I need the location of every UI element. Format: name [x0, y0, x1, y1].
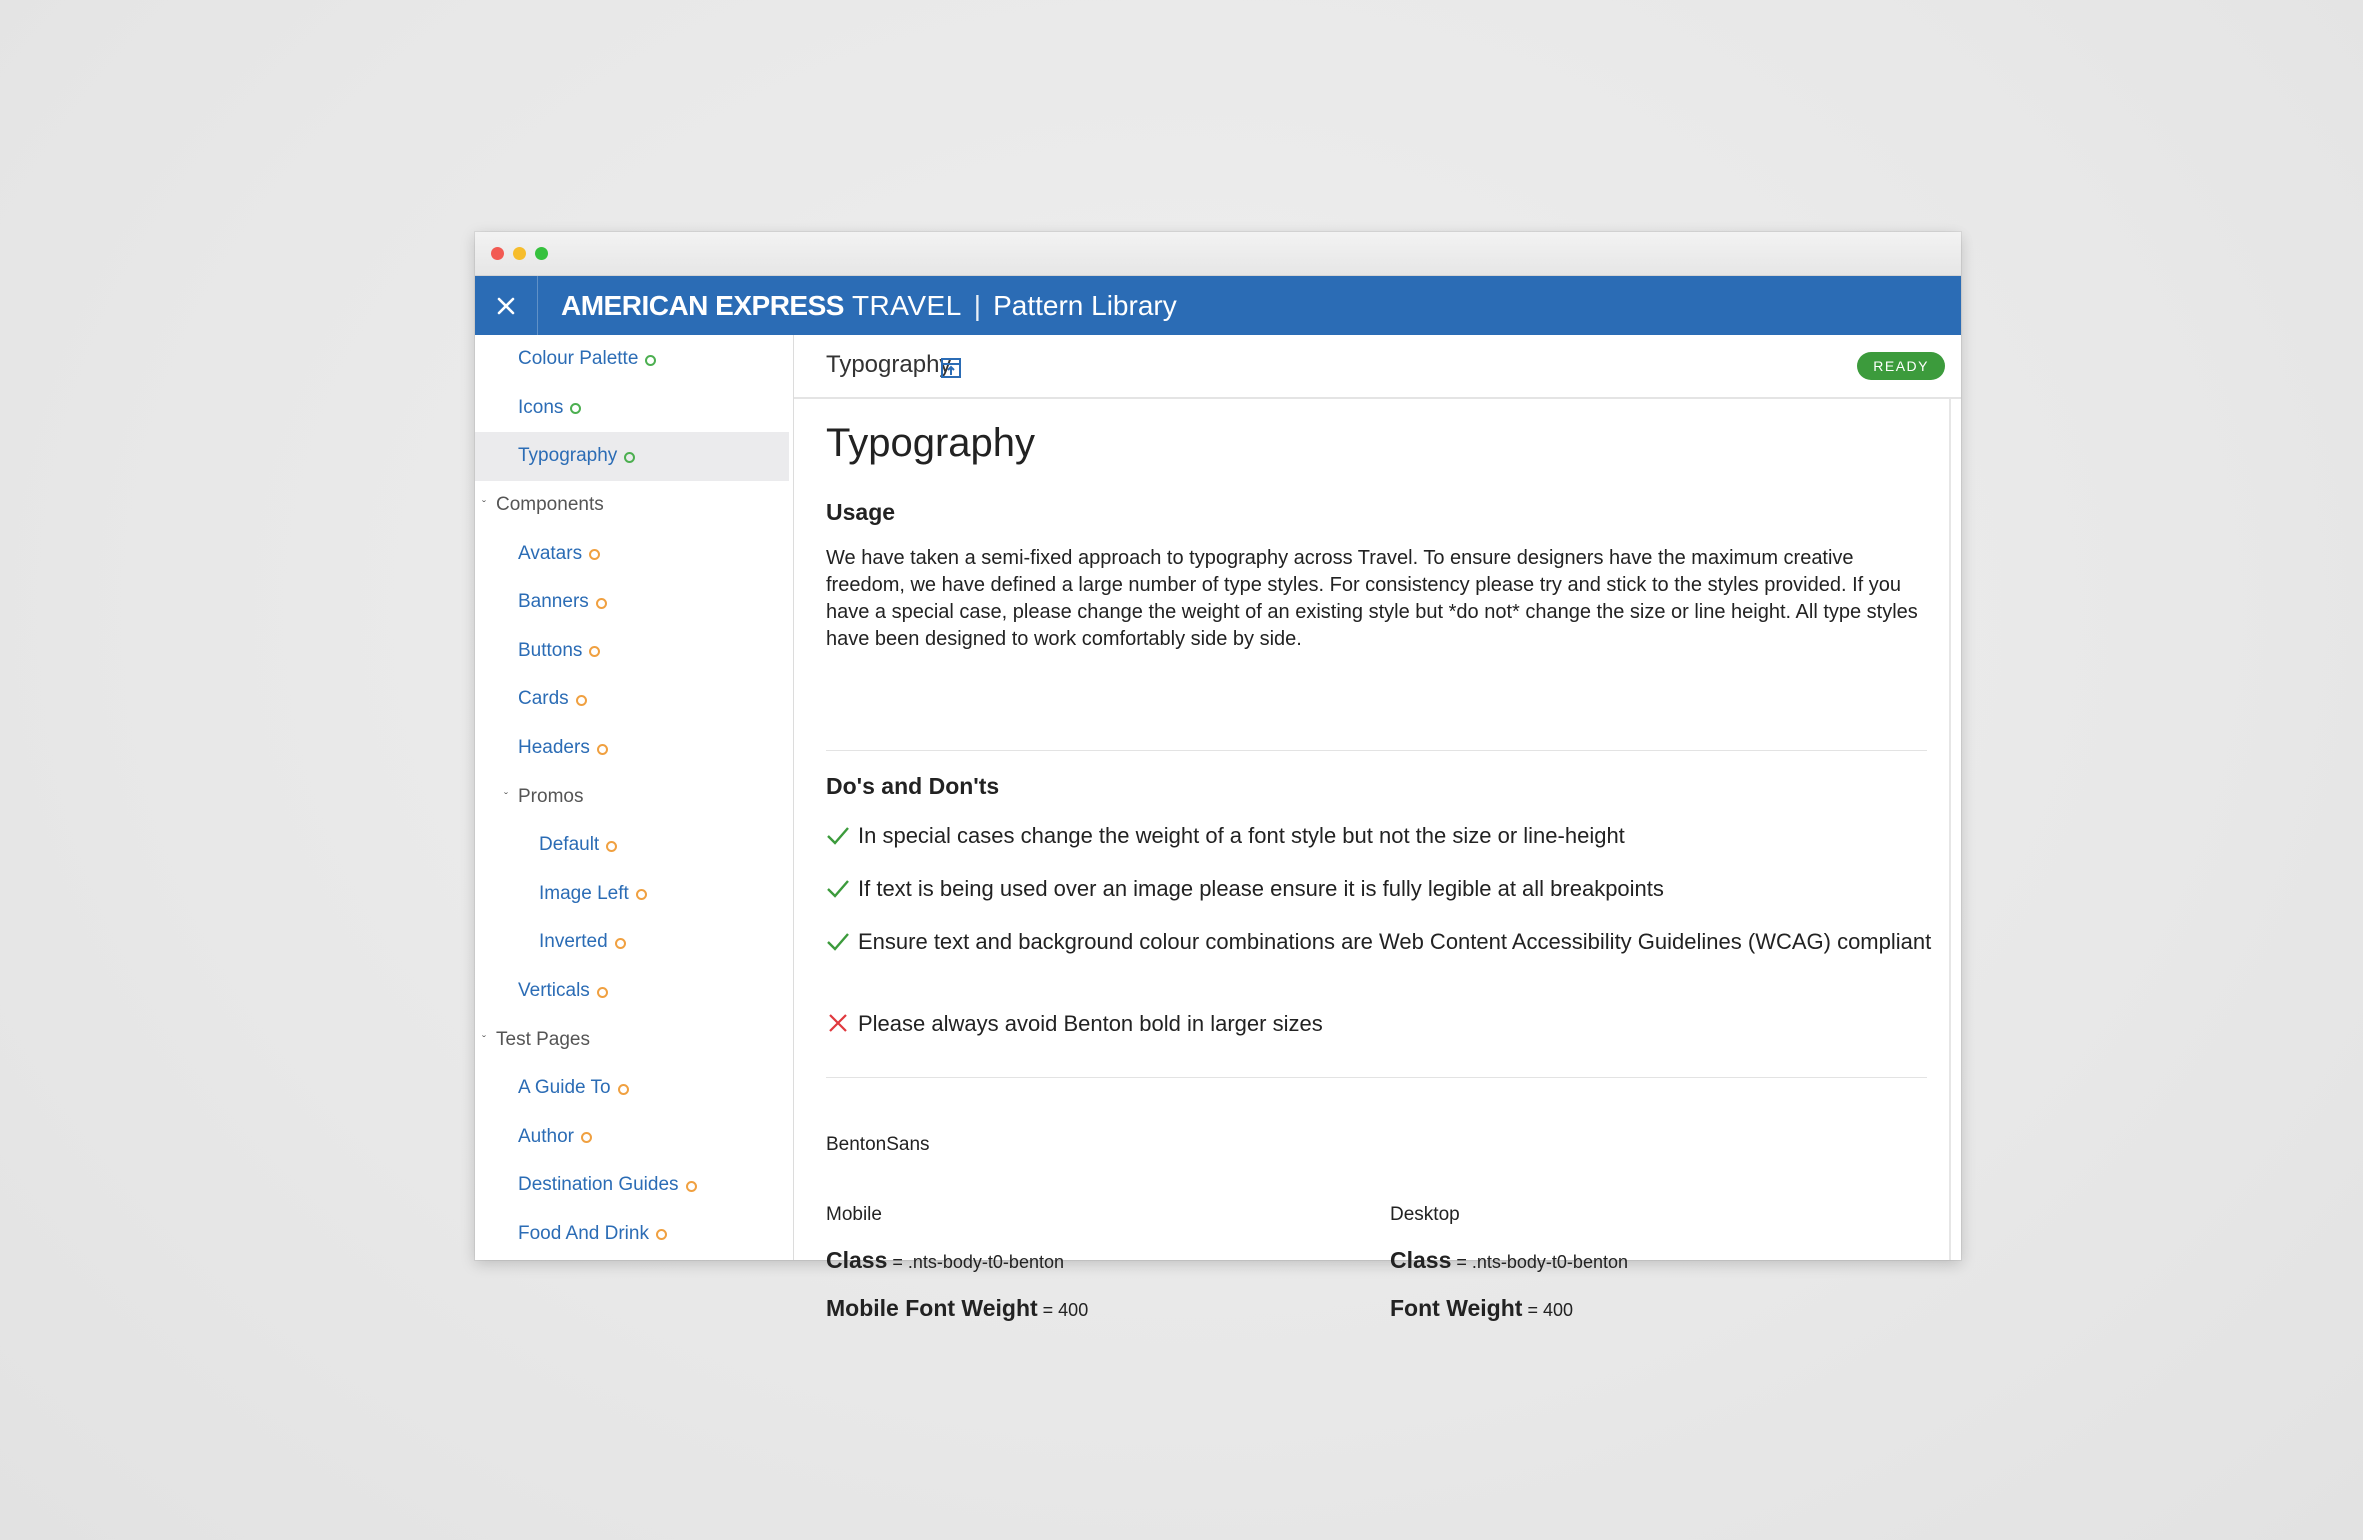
open-in-new-window-icon[interactable] [940, 357, 962, 384]
dos-donts-heading: Do's and Don'ts [826, 773, 1000, 799]
check-icon [826, 821, 858, 854]
minimize-window-button[interactable] [513, 247, 526, 260]
brand-name: AMERICAN EXPRESS [561, 289, 844, 321]
sidebar-group-components[interactable] [475, 481, 793, 530]
spec-value: = .nts-body-t0-benton [887, 1252, 1064, 1272]
status-wip-icon [597, 744, 608, 755]
check-icon [826, 874, 858, 907]
sidebar-item-avatars[interactable] [475, 529, 793, 578]
status-wip-icon [589, 646, 600, 657]
mobile-label: Mobile [826, 1204, 882, 1225]
rule-item [826, 874, 1946, 907]
sidebar-item-label: Colour Palette [518, 348, 639, 370]
maximize-window-button[interactable] [535, 247, 548, 260]
spec-label: Mobile Font Weight [826, 1295, 1038, 1321]
status-wip-icon [656, 1229, 667, 1240]
divider [826, 1077, 1927, 1078]
font-name: BentonSans [826, 1134, 930, 1155]
status-wip-icon [686, 1181, 697, 1192]
sidebar-item-a-guide-to[interactable] [475, 1064, 793, 1113]
spec-value: = 400 [1522, 1300, 1573, 1320]
divider [826, 750, 1927, 751]
usage-heading: Usage [826, 499, 896, 525]
rule-text: Ensure text and background colour combinations are Web Content Accessibility Guidelines (WCAG) compliant [858, 929, 1932, 954]
spec-value: = .nts-body-t0-benton [1451, 1252, 1628, 1272]
page-title: Typography [826, 421, 1036, 465]
sidebar-item-food-and-drink[interactable] [475, 1210, 793, 1259]
status-ready-icon [645, 355, 656, 366]
status-wip-icon [576, 695, 587, 706]
sidebar-item-headers[interactable] [475, 724, 793, 773]
desktop-class-spec [1390, 1247, 1628, 1274]
sidebar-group-label: Test Pages [496, 1028, 590, 1050]
sidebar-item-label: Default [539, 834, 600, 856]
desktop-label: Desktop [1390, 1204, 1460, 1225]
sidebar-group-promos[interactable] [475, 772, 793, 821]
main-content [794, 335, 1961, 1321]
app-header [475, 276, 1961, 335]
sidebar-item-label: Author [518, 1125, 574, 1147]
rule-item [826, 927, 1946, 960]
content-header-title: Typography [826, 351, 952, 378]
rule-item [826, 821, 1946, 854]
brand-travel: TRAVEL [851, 289, 962, 321]
rule-text: Please always avoid Benton bold in larger sizes [858, 1011, 1323, 1036]
sidebar-item-label: Destination Guides [518, 1174, 679, 1196]
cross-icon [826, 1009, 858, 1042]
sidebar-nav [475, 335, 794, 1260]
sidebar-item-typography[interactable] [475, 432, 789, 481]
mobile-weight-spec [826, 1295, 1088, 1322]
sidebar-item-inverted[interactable] [475, 918, 793, 967]
sidebar-item-label: Image Left [539, 882, 629, 904]
sidebar-item-label: Food And Drink [518, 1222, 649, 1244]
sidebar-item-cards[interactable] [475, 675, 793, 724]
sidebar-item-label: Buttons [518, 639, 583, 661]
sidebar-item-label: Inverted [539, 931, 608, 953]
rule-item [826, 1009, 1946, 1042]
sidebar-item-label: Cards [518, 688, 569, 710]
sidebar-item-label: Banners [518, 591, 589, 613]
spec-label: Class [1390, 1247, 1452, 1273]
sidebar-item-colour-palette[interactable] [475, 335, 793, 384]
sidebar-item-label: Icons [518, 396, 564, 418]
status-wip-icon [636, 889, 647, 900]
sidebar-group-test-pages[interactable] [475, 1015, 793, 1064]
sidebar-item-label: Headers [518, 737, 590, 759]
sidebar-group-label: Promos [518, 785, 584, 807]
sidebar-item-label: Avatars [518, 542, 583, 564]
sidebar-item-verticals[interactable] [475, 967, 793, 1016]
status-wip-icon [597, 987, 608, 998]
status-wip-icon [618, 1084, 629, 1095]
sidebar-item-label: Verticals [518, 980, 590, 1002]
brand-title[interactable] [561, 276, 1177, 335]
status-wip-icon [596, 598, 607, 609]
rule-text: If text is being used over an image please ensure it is fully legible at all breakpoints [858, 876, 1664, 901]
chevron-down-icon: ˇ [482, 1032, 486, 1047]
status-ready-icon [624, 452, 635, 463]
status-wip-icon [606, 841, 617, 852]
sidebar-item-icons[interactable] [475, 384, 793, 433]
sidebar-item-label: A Guide To [518, 1077, 611, 1099]
chevron-down-icon: ˇ [482, 498, 486, 513]
status-wip-icon [581, 1132, 592, 1143]
close-sidebar-button[interactable] [475, 276, 538, 335]
sidebar-item-buttons[interactable] [475, 627, 793, 676]
sidebar-item-banners[interactable] [475, 578, 793, 627]
usage-text: We have taken a semi-fixed approach to typography across Travel. To ensure designers have the maximum creative freedom, we have defined a large number of type styles. For consistency please try and stick to the styles provided. If you have a special case, please change the weight of an existing style but *do not* change the size or line height. All type styles have been designed to work comfortably side by side. [826, 547, 1918, 650]
spec-value: = 400 [1037, 1300, 1089, 1320]
desktop-weight-spec [1390, 1295, 1573, 1322]
sidebar-item-author[interactable] [475, 1113, 793, 1162]
status-wip-icon [615, 938, 626, 949]
window-titlebar [475, 232, 1961, 276]
status-badge: READY [1857, 352, 1945, 380]
status-wip-icon [589, 549, 600, 560]
chevron-down-icon: ˇ [504, 789, 508, 804]
sidebar-group-label: Components [496, 494, 604, 516]
close-icon [496, 296, 516, 316]
status-ready-icon [570, 403, 581, 414]
content-header [794, 335, 1961, 399]
rule-text: In special cases change the weight of a font style but not the size or line-height [858, 823, 1625, 848]
scrollbar[interactable] [1949, 399, 1951, 1260]
check-icon [826, 927, 858, 960]
spec-label: Class [826, 1247, 888, 1273]
sidebar-item-label: Typography [518, 445, 618, 467]
sidebar-item-image-left[interactable] [475, 870, 793, 919]
brand-separator: | [973, 289, 982, 321]
library-title: Pattern Library [993, 289, 1177, 321]
sidebar-item-default[interactable] [475, 821, 793, 870]
mobile-class-spec [826, 1247, 1064, 1274]
browser-window [475, 232, 1961, 1321]
spec-label: Font Weight [1390, 1295, 1523, 1321]
sidebar-item-destination-guides[interactable] [475, 1161, 793, 1210]
close-window-button[interactable] [491, 247, 504, 260]
